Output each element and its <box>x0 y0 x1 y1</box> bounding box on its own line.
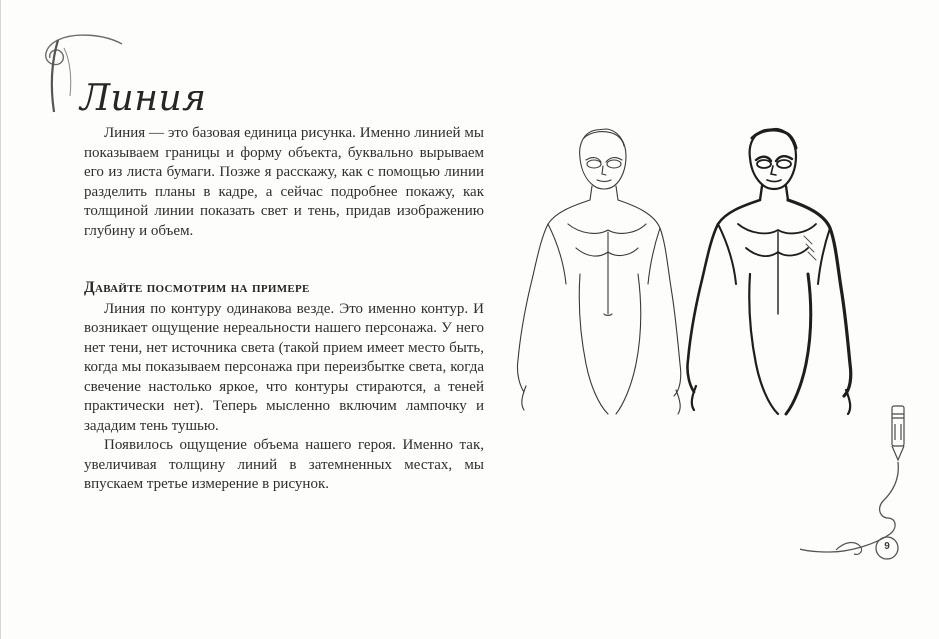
page-number: 9 <box>884 541 890 552</box>
section-heading: Давайте посмотрим на примере <box>84 279 310 296</box>
figure-weighted-contour <box>687 129 850 414</box>
figure-uniform-contour <box>517 129 680 414</box>
intro-paragraph-block <box>84 124 484 241</box>
pencil-icon <box>800 400 930 580</box>
intro-paragraph: Линия — это базовая единица рисунка. Именно линией мы показываем границы и форму объекта, буквально вырываем его из листа бумаги. Позже я расскажу, как с помощью линии разделить планы в кадре, а сейчас подробнее покажу, как толщиной линии показать свет и тень, придав изображению глубину и объем. <box>84 125 484 239</box>
section-paragraph: Линия по контуру одинакова везде. Это именно контур. И возникает ощущение нереальности нашего персонажа. У него нет тени, нет источника света (такой прием имеет место быть, когда мы показываем персонажа при переизбытке света, когда свечение настолько яркое, что контуры стираются, а теней практически нет). Теперь мысленно включим лампочку и зададим тень тушью. <box>84 300 484 434</box>
page-edge <box>0 0 1 639</box>
example-section <box>84 278 484 495</box>
figure-illustration <box>508 124 868 424</box>
section-paragraph: Появилось ощущение объема нашего героя. Именно так, увеличивая толщину линий в затемненных местах, мы впускаем третье измерение в рисунок. <box>84 437 484 492</box>
page-title: Линия <box>80 78 207 119</box>
